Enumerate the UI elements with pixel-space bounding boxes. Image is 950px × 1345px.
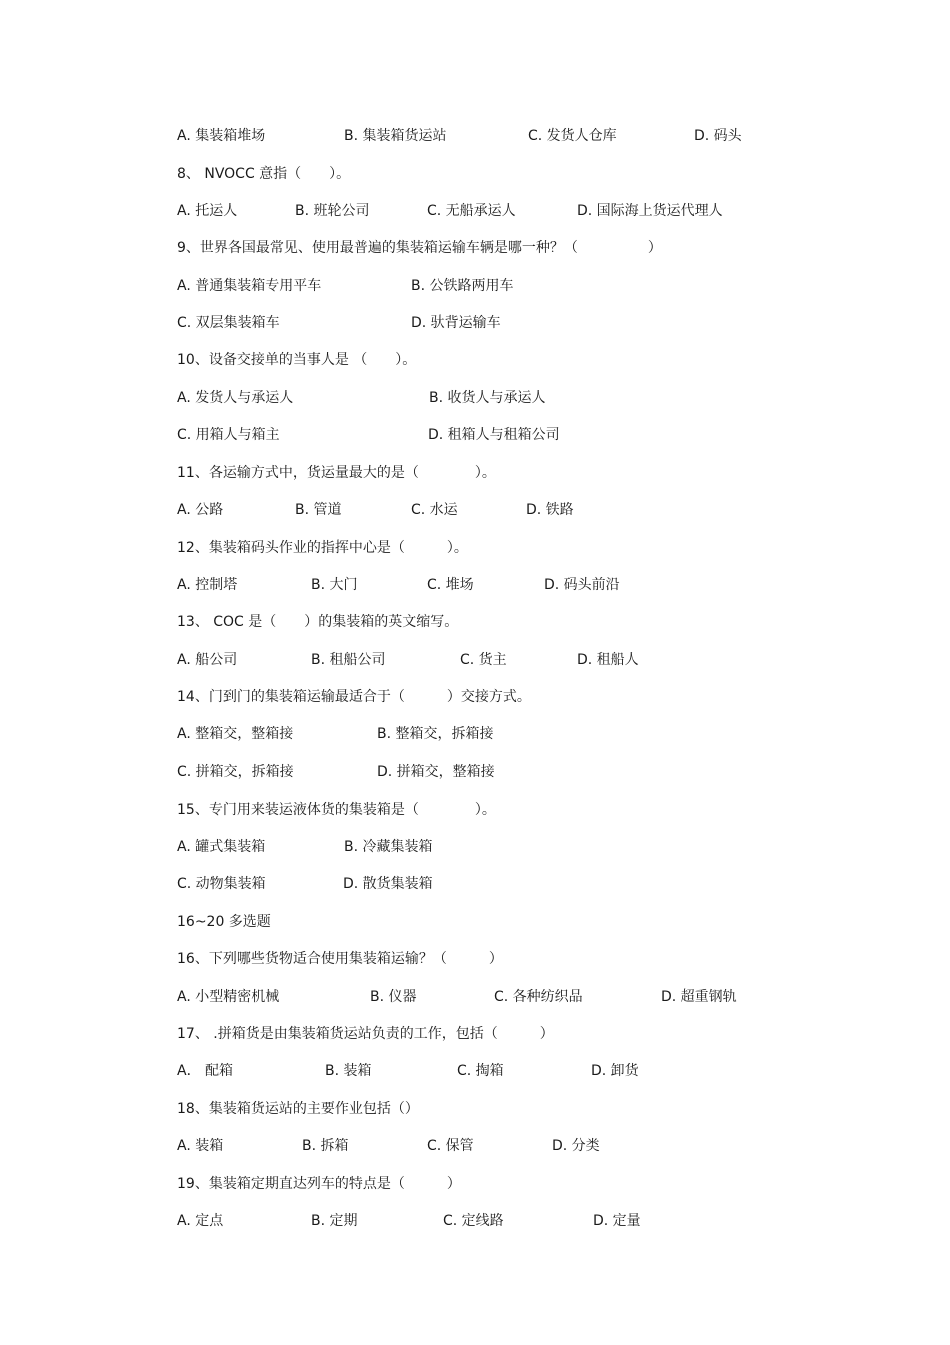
option-text: A. 托运人 xyxy=(177,203,238,219)
question-text: 16~20 多选题 xyxy=(177,914,271,930)
option-text: D. 铁路 xyxy=(526,502,574,518)
question-text: 14、门到门的集装箱运输最适合于（ ）交接方式。 xyxy=(177,689,531,705)
question-text: 8、 NVOCC 意指（ ）。 xyxy=(177,166,351,182)
option-text: C. 用箱人与箱主 xyxy=(177,427,280,443)
option-text: A. 罐式集装箱 xyxy=(177,839,266,855)
option-text: B. 装箱 xyxy=(325,1063,372,1079)
option-text: B. 租船公司 xyxy=(311,652,386,668)
question-text: 17、 .拼箱货是由集装箱货运站负责的工作，包括（ ） xyxy=(177,1026,554,1042)
option-text: C. 双层集装箱车 xyxy=(177,315,280,331)
option-text: C. 掏箱 xyxy=(457,1063,504,1079)
option-text: C. 拼箱交，拆箱接 xyxy=(177,764,294,780)
option-text: B. 仪器 xyxy=(370,989,417,1005)
option-text: B. 大门 xyxy=(311,577,358,593)
option-text: B. 冷藏集装箱 xyxy=(344,839,433,855)
option-text: D. 码头前沿 xyxy=(544,577,620,593)
option-text: A. 装箱 xyxy=(177,1138,224,1154)
option-text: D. 定量 xyxy=(593,1213,641,1229)
option-text: A. 定点 xyxy=(177,1213,224,1229)
option-text: A. 小型精密机械 xyxy=(177,989,280,1005)
option-text: D. 租船人 xyxy=(577,652,639,668)
option-text: A. 船公司 xyxy=(177,652,238,668)
option-text: D. 租箱人与租箱公司 xyxy=(428,427,560,443)
option-text: C. 堆场 xyxy=(427,577,474,593)
option-text: B. 整箱交，拆箱接 xyxy=(377,726,494,742)
option-text: B. 收货人与承运人 xyxy=(429,390,546,406)
option-text: D. 驮背运输车 xyxy=(411,315,501,331)
question-text: 16、下列哪些货物适合使用集装箱运输？（ ） xyxy=(177,951,503,967)
option-text: A． 配箱 xyxy=(177,1063,234,1079)
option-text: D. 拼箱交，整箱接 xyxy=(377,764,495,780)
question-text: 12、集装箱码头作业的指挥中心是（ ）。 xyxy=(177,540,468,556)
option-text: D. 码头 xyxy=(694,128,742,144)
option-text: C. 定线路 xyxy=(443,1213,504,1229)
option-text: B. 拆箱 xyxy=(302,1138,349,1154)
option-text: A. 控制塔 xyxy=(177,577,238,593)
option-text: D. 超重钢轨 xyxy=(661,989,737,1005)
option-text: A. 公路 xyxy=(177,502,224,518)
option-text: C. 货主 xyxy=(460,652,507,668)
option-text: C. 动物集装箱 xyxy=(177,876,266,892)
option-text: C. 水运 xyxy=(411,502,458,518)
option-text: C. 保管 xyxy=(427,1138,474,1154)
question-text: 9、世界各国最常见、使用最普遍的集装箱运输车辆是哪一种？（ ） xyxy=(177,240,662,256)
option-text: D. 分类 xyxy=(552,1138,600,1154)
question-text: 15、专门用来装运液体货的集装箱是（ ）。 xyxy=(177,802,496,818)
option-text: C. 各种纺织品 xyxy=(494,989,583,1005)
question-text: 11、各运输方式中，货运量最大的是（ ）。 xyxy=(177,465,496,481)
option-text: A. 普通集装箱专用平车 xyxy=(177,278,322,294)
option-text: C. 发货人仓库 xyxy=(528,128,617,144)
option-text: D. 卸货 xyxy=(591,1063,639,1079)
question-text: 13、 COC 是（ ）的集装箱的英文缩写。 xyxy=(177,614,459,630)
question-text: 19、集装箱定期直达列车的特点是（ ） xyxy=(177,1176,461,1192)
question-text: 10、设备交接单的当事人是 （ ）。 xyxy=(177,352,417,368)
option-text: B. 管道 xyxy=(295,502,342,518)
option-text: D. 散货集装箱 xyxy=(343,876,433,892)
option-text: A. 发货人与承运人 xyxy=(177,390,294,406)
option-text: B. 集装箱货运站 xyxy=(344,128,447,144)
option-text: C. 无船承运人 xyxy=(427,203,516,219)
option-text: A. 整箱交，整箱接 xyxy=(177,726,294,742)
option-text: B. 公铁路两用车 xyxy=(411,278,514,294)
option-text: B. 定期 xyxy=(311,1213,358,1229)
option-text: A. 集装箱堆场 xyxy=(177,128,266,144)
option-text: D. 国际海上货运代理人 xyxy=(577,203,723,219)
option-text: B. 班轮公司 xyxy=(295,203,370,219)
question-text: 18、集装箱货运站的主要作业包括（） xyxy=(177,1101,419,1117)
